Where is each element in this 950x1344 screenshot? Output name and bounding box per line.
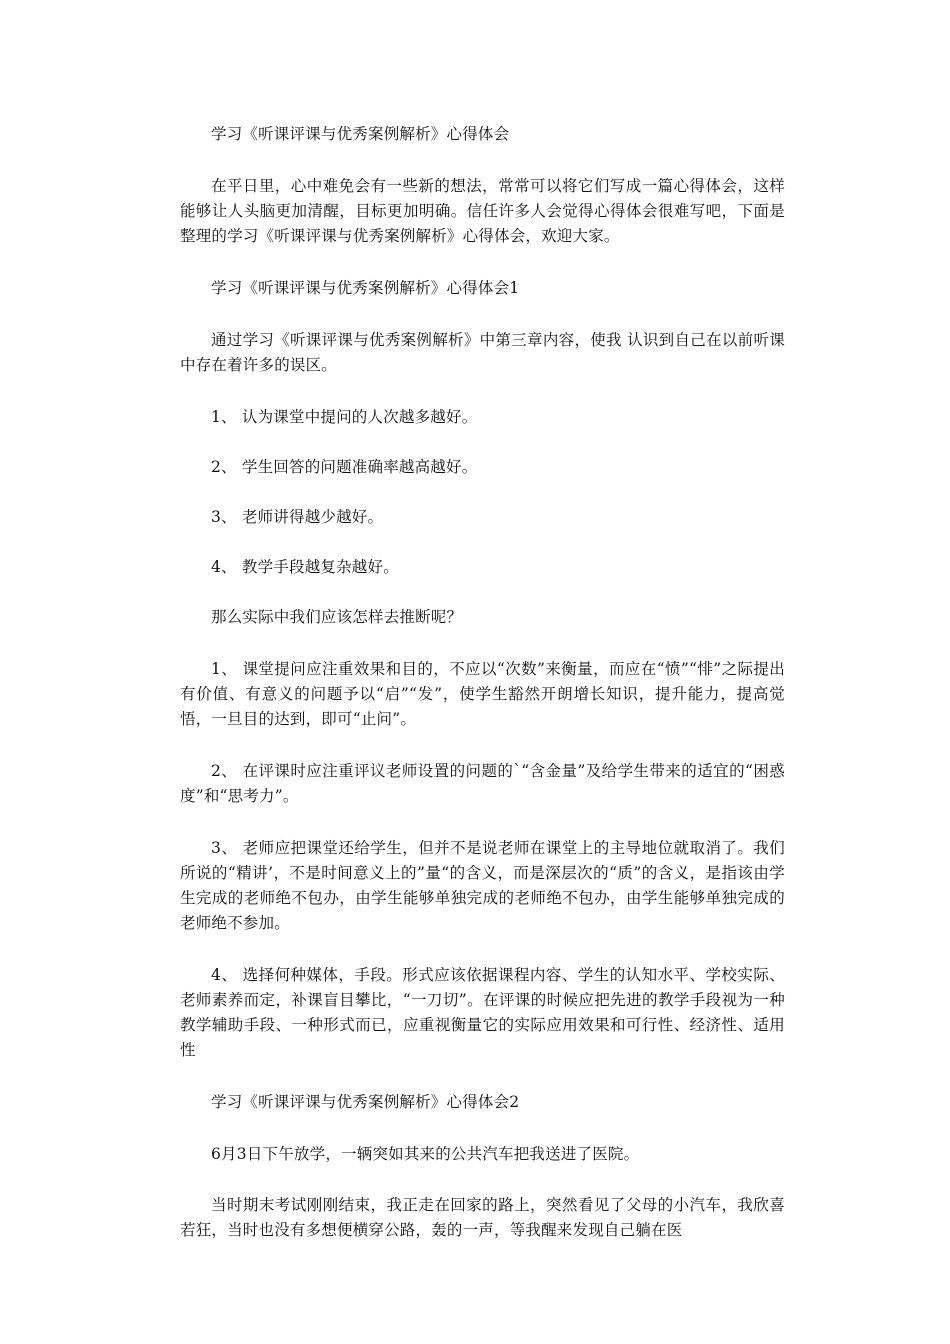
- intro-paragraph: 在平日里，心中难免会有一些新的想法，常常可以将它们写成一篇心得体会，这样能够让人头脑更加清醒，目标更加明确。信任许多人会觉得心得体会很难写吧，下面是整理的学习《听课评课与优秀案例解析》心得体会，欢迎大家。: [180, 177, 785, 245]
- answer-item-1: 1、 课堂提问应注重效果和目的，不应以“次数”来衡量，而应在“愤”“悱”之际提出有价值、有意义的问题予以“启”“发”，使学生豁然开朗增长知识，提升能力，提高觉悟，一旦目的达到，即可“止问”。: [180, 660, 785, 728]
- section-2-paragraph-1: 6月3日下午放学，一辆突如其来的公共汽车把我送进了医院。: [211, 1145, 640, 1163]
- answer-item-4: 4、 选择何种媒体，手段。形式应该依据课程内容、学生的认知水平、学校实际、老师素养而定，补课盲目攀比，“一刀切”。在评课的时候应把先进的教学手段视为一种教学辅助手段、一种形式而已，应重视衡量它的实际应用效果和可行性、经济性、适用性: [180, 966, 785, 1059]
- mistake-item-4: 4、 教学手段越复杂越好。: [211, 558, 399, 576]
- section-1-opening: 通过学习《听课评课与优秀案例解析》中第三章内容，使我 认识到自己在以前听课中存在着许多的误区。: [180, 331, 785, 374]
- mistake-item-2: 2、 学生回答的问题准确率越高越好。: [211, 458, 478, 476]
- mistake-item-1: 1、 认为课堂中提问的人次越多越好。: [211, 408, 478, 426]
- answer-item-2: 2、 在评课时应注重评议老师设置的问题的`“含金量”及给学生带来的适宜的“困惑度”和“思考力”。: [180, 762, 785, 805]
- mistake-item-3: 3、 老师讲得越少越好。: [211, 508, 384, 526]
- section-1-heading: 学习《听课评课与优秀案例解析》心得体会1: [211, 279, 520, 297]
- section-2-heading: 学习《听课评课与优秀案例解析》心得体会2: [211, 1093, 520, 1111]
- section-2-paragraph-2: 当时期末考试刚刚结束，我正走在回家的路上，突然看见了父母的小汽车，我欣喜若狂，当时也没有多想便横穿公路，轰的一声，等我醒来发现自己躺在医: [180, 1196, 785, 1239]
- question-line: 那么实际中我们应该怎样去推断呢？: [211, 608, 463, 626]
- answer-item-3: 3、 老师应把课堂还给学生，但并不是说老师在课堂上的主导地位就取消了。我们所说的“精讲’，不是时间意义上的”量“的含义，而是深层次的“质”的含义，是指该由学生完成的老师绝不包办，由学生能够单独完成的老师绝不包办，由学生能够单独完成的老师绝不参加。: [180, 839, 785, 932]
- document-body: [180, 122, 785, 1270]
- document-title: 学习《听课评课与优秀案例解析》心得体会: [211, 125, 510, 143]
